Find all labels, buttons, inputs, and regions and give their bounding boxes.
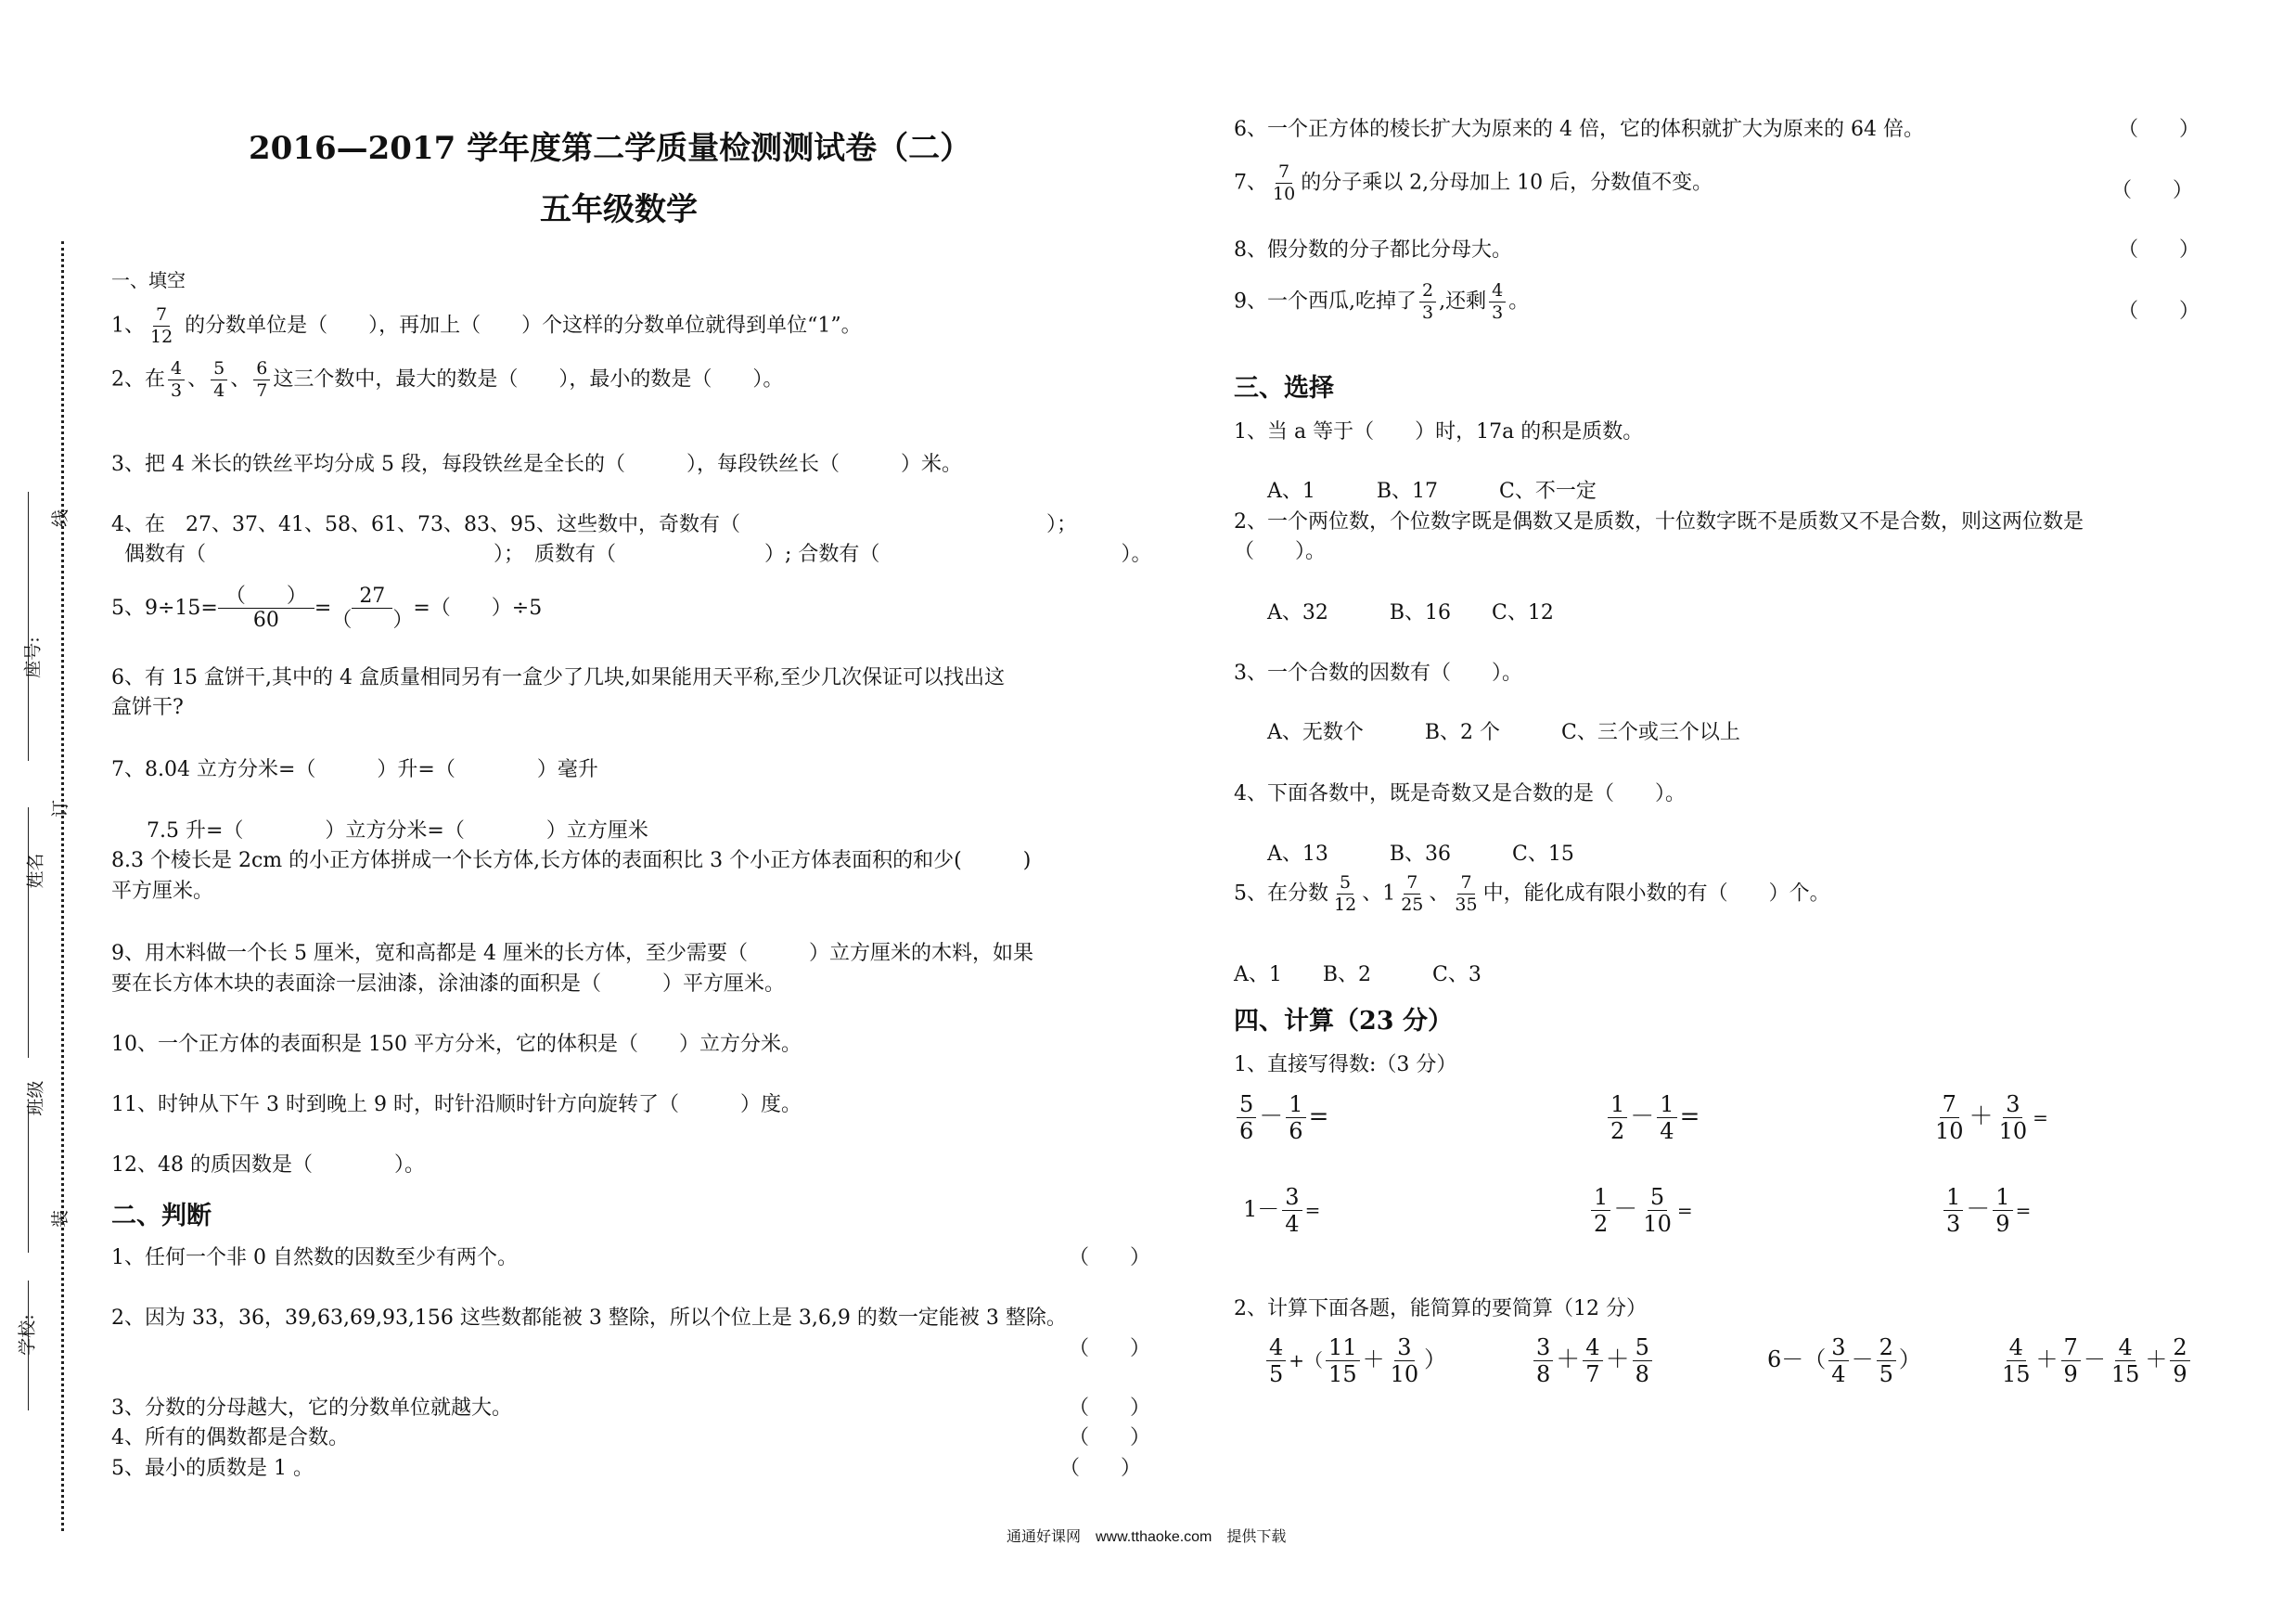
fill-q8-line2: 平方厘米。 [111, 880, 214, 903]
section3-heading: 三、选择 [1234, 374, 1334, 403]
fill-q5: 5、9÷15= （ ） 60 = 27 （ ） =（ ）÷5 [111, 585, 543, 633]
calc-simplify-1: $\frac{4}{5}$ +（ $\frac{11}{15}$ ＋ $\frac{3}{10}$ ） [1263, 1336, 1446, 1385]
fill-q11: 11、时钟从下午 3 时到晚上 9 时，时针沿顺时针方向旋转了（ ）度。 [111, 1093, 802, 1116]
choice-q1-options: A、1 B、17 C、不一定 [1267, 480, 1597, 503]
calc-row1-c: $\frac{7}{10}$ ＋ $\frac{3}{10}$ = [1935, 1091, 2048, 1144]
judge-q6-paren: （ ） [2118, 118, 2200, 141]
section2-heading: 二、判断 [111, 1202, 212, 1230]
choice-q5: 5、在分数 $\frac{5}{12}$ 、1 $\frac{7}{25}$ 、 $\frac{7}{35}$ 中，能化成有限小数的有（ ）个。 [1234, 872, 1830, 915]
fill-q6-line2: 盒饼干? [111, 696, 184, 719]
calc-simplify-3: 6－（ $\frac{3}{4}$ － $\frac{2}{5}$ ） [1767, 1334, 1921, 1387]
section4-heading: 四、计算（23 分） [1234, 1007, 1453, 1036]
binding-label-class: 班级 [25, 1080, 46, 1116]
fill-q4-line2: 偶数有（ ）； 质数有（ ）; 合数有（ ）。 [124, 543, 1152, 566]
choice-q2-line1: 2、一个两位数，个位数字既是偶数又是质数，十位数字既不是质数又不是合数，则这两位数是 [1234, 510, 2084, 534]
judge-q7: 7、 $\frac{7}{10}$ 的分子乘以 2,分母加上 10 后，分数值不变。 [1234, 161, 1713, 204]
calc-simplify-2: $\frac{3}{8}$ ＋ $\frac{4}{7}$ ＋ $\frac{5}{8}$ [1531, 1336, 1655, 1385]
judge-q3: 3、分数的分母越大，它的分数单位就越大。 [111, 1397, 512, 1420]
fill-q2: 2、在 $\frac{4}{3}$ 、 $\frac{5}{4}$ 、 $\frac{6}{7}$ 这三个数中，最大的数是（ ），最小的数是（ ）。 [111, 358, 784, 401]
fill-q4-line1: 4、在 27、37、41、58、61、73、83、95、这些数中，奇数有（ ）； [111, 513, 1077, 536]
binding-line-3 [28, 1104, 29, 1253]
fill-q7-line2: 7.5 升=（ ）立方分米=（ ）立方厘米 [147, 819, 648, 843]
judge-q6: 6、一个正方体的棱长扩大为原来的 4 倍，它的体积就扩大为原来的 64 倍。 [1234, 118, 1924, 141]
choice-q2-options: A、32 B、16 C、12 [1267, 601, 1554, 624]
calc-row2-c: $\frac{1}{3}$ － $\frac{1}{9}$ = [1941, 1186, 2031, 1235]
judge-q5: 5、最小的质数是 1 。 [111, 1457, 314, 1480]
calc-row1-a: $\frac{5}{6}$ － $\frac{1}{6}$ = [1234, 1093, 1328, 1142]
binding-label-name: 姓名 [25, 853, 46, 889]
fill-q7-line1: 7、8.04 立方分米=（ ）升=（ ）毫升 [111, 758, 598, 781]
exam-subtitle: 五年级数学 [540, 191, 698, 228]
footer-source: 通通好课网 www.tthaoke.com 提供下载 [1007, 1529, 1287, 1545]
judge-q2: 2、因为 33，36，39,63,69,93,156 这些数都能被 3 整除，所以个位上是 3,6,9 的数一定能被 3 整除。 [111, 1307, 1067, 1330]
judge-q8-paren: （ ） [2118, 238, 2200, 262]
calc-row2-a: 1－ $\frac{3}{4}$ = [1243, 1184, 1321, 1237]
binding-label-zhuang: 装 [50, 1209, 71, 1229]
choice-q3-options: A、无数个 B、2 个 C、三个或三个以上 [1267, 721, 1740, 744]
judge-q1: 1、任何一个非 0 自然数的因数至少有两个。 [111, 1246, 518, 1269]
choice-q4-options: A、13 B、36 C、15 [1267, 843, 1574, 866]
binding-line-2 [28, 807, 29, 1058]
fill-q9-line2: 要在长方体木块的表面涂一层油漆，涂油漆的面积是（ ）平方厘米。 [111, 972, 786, 996]
choice-q3: 3、一个合数的因数有（ ）。 [1234, 662, 1522, 685]
judge-q9-paren: （ ） [2118, 300, 2200, 323]
calc-row1-b: $\frac{1}{2}$ － $\frac{1}{4}$ = [1605, 1093, 1700, 1142]
binding-label-line: 线 [50, 508, 71, 528]
judge-q5-paren: （ ） [1059, 1457, 1142, 1480]
judge-q7-paren: （ ） [2111, 179, 2194, 202]
binding-label-school: 学校: [17, 1314, 38, 1356]
binding-label-ding: 订 [50, 799, 71, 818]
fill-q3: 3、把 4 米长的铁丝平均分成 5 段，每段铁丝是全长的（ ），每段铁丝长（ ）米。 [111, 453, 962, 476]
choice-q4: 4、下面各数中，既是奇数又是合数的是（ ）。 [1234, 782, 1686, 805]
judge-q1-paren: （ ） [1069, 1246, 1151, 1269]
calc-part1-heading: 1、直接写得数:（3 分） [1234, 1053, 1457, 1076]
section1-heading: 一、填空 [111, 269, 186, 291]
judge-q4-paren: （ ） [1069, 1426, 1151, 1449]
judge-q9: 9、一个西瓜,吃掉了 $\frac{2}{3}$ ,还剩 $\frac{4}{3}$ 。 [1234, 280, 1530, 323]
calc-simplify-4: $\frac{4}{15}$ ＋ $\frac{7}{9}$ － $\frac{4}{15}$ ＋ $\frac{2}{9}$ [1996, 1336, 2193, 1385]
judge-q4: 4、所有的偶数都是合数。 [111, 1426, 349, 1449]
fill-q8-line1: 8.3 个棱长是 2cm 的小正方体拼成一个长方体,长方体的表面积比 3 个小正方体表面积的和少( ) [111, 849, 1032, 872]
binding-line-1 [28, 492, 29, 761]
fill-q9-line1: 9、用木料做一个长 5 厘米，宽和高都是 4 厘米的长方体，至少需要（ ）立方厘米的木料，如果 [111, 942, 1033, 965]
binding-dotted-line [61, 241, 64, 1531]
fill-q1: 1、 $\frac{7}{12}$ 的分数单位是（ ），再加上（ ）个这样的分数单位就得到单位“1”。 [111, 304, 862, 347]
judge-q3-paren: （ ） [1069, 1397, 1151, 1420]
choice-q5-options: A、1 B、2 C、3 [1234, 963, 1481, 986]
fill-q10: 10、一个正方体的表面积是 150 平方分米，它的体积是（ ）立方分米。 [111, 1033, 802, 1056]
calc-part2-heading: 2、计算下面各题，能简算的要简算（12 分） [1234, 1297, 1647, 1320]
choice-q1: 1、当 a 等于（ ）时，17a 的积是质数。 [1234, 420, 1644, 444]
judge-q8: 8、假分数的分子都比分母大。 [1234, 238, 1512, 262]
fill-q12: 12、48 的质因数是（ ）。 [111, 1153, 425, 1177]
choice-q2-line2: （ ）。 [1234, 540, 1327, 563]
calc-row2-b: $\frac{1}{2}$ － $\frac{5}{10}$ = [1588, 1186, 1693, 1235]
exam-title: 2016—2017 学年度第二学质量检测测试卷（二） [249, 130, 972, 167]
judge-q2-paren: （ ） [1069, 1337, 1151, 1360]
binding-label-seat: 座号: [22, 637, 44, 678]
fill-q6-line1: 6、有 15 盒饼干,其中的 4 盒质量相同另有一盒少了几块,如果能用天平称,至少几次保证可以找出这 [111, 666, 1005, 689]
